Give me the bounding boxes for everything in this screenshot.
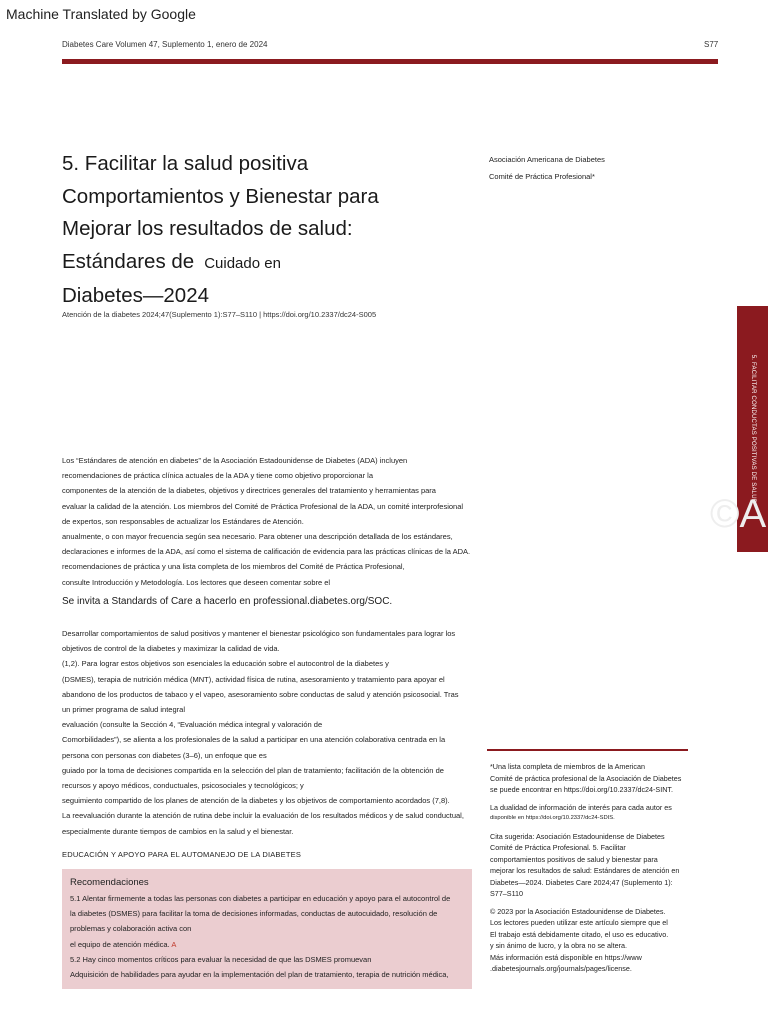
recommendations-list <box>70 891 450 982</box>
recommendation-text: el equipo de atención médica. <box>70 939 170 949</box>
title-line: Comportamientos y Bienestar para <box>62 184 379 208</box>
recommendation-line: 5.2 Hay cinco momentos críticos para evaluar la necesidad de que las DSMES promuevan <box>70 954 372 964</box>
recommendation-line: problemas y colaboración activa con <box>70 924 192 934</box>
text-line: evaluación (consulte la Sección 4, “Evaluación médica integral y valoración de <box>62 720 323 730</box>
text-line: objetivos de control de la diabetes y maximizar la calidad de vida. <box>62 644 280 654</box>
note-line: comportamientos positivos de salud y bienestar para <box>490 854 658 864</box>
note-line: se puede encontrar en https://doi.org/10.2337/dc24-SINT. <box>490 785 673 794</box>
note-line: *Una lista completa de miembros de la American <box>490 762 646 771</box>
note-line: y sin ánimo de lucro, y la obra no se altera. <box>490 941 628 950</box>
sidebar-rule <box>487 749 688 751</box>
journal-header: Diabetes Care Volumen 47, Suplemento 1, enero de 2024 <box>62 40 268 49</box>
title-fragment: Estándares de <box>62 249 195 273</box>
text-line: anualmente, o con mayor frecuencia según sea necesario. Para obtener una descripción detallada de los estándares, <box>62 532 453 542</box>
section-heading: EDUCACIÓN Y APOYO PARA EL AUTOMANEJO DE LA DIABETES <box>62 850 302 859</box>
title-line <box>62 246 442 281</box>
article-citation: Atención de la diabetes 2024;47(Suplemento 1):S77–S110 | https://doi.org/10.2337/dc24-S005 <box>62 310 377 319</box>
text-line: un primer programa de salud integral <box>62 705 185 715</box>
recommendations-title: Recomendaciones <box>70 877 149 888</box>
text-line: de expertos, son responsables de actualizar los Estándares de Atención. <box>62 516 304 526</box>
note-line: .diabetesjournals.org/journals/pages/license. <box>490 964 632 973</box>
title-line: Mejorar los resultados de salud: <box>62 217 353 240</box>
text-line: (DSMES), terapia de nutrición médica (MNT), actividad física de rutina, asesoramiento y tratamiento para apoyar el <box>62 674 445 684</box>
side-tab-label: 5. FACILITAR CONDUCTAS POSITIVAS DE SALUD <box>749 354 756 504</box>
recommendations-box <box>62 869 472 989</box>
author-block <box>489 152 605 185</box>
text-line: La reevaluación durante la atención de rutina debe incluir la evaluación de los resultados médicos y de salud conductual, <box>62 811 464 821</box>
title-line: 5. Facilitar la salud positiva <box>62 152 309 175</box>
author-committee: Comité de Práctica Profesional* <box>489 171 595 181</box>
text-line: consulte Introducción y Metodología. Los lectores que deseen comentar sobre el <box>62 577 331 587</box>
copyright-note <box>490 906 681 975</box>
copyright-watermark: ©A <box>710 492 767 536</box>
text-line: (1,2). Para lograr estos objetivos son esenciales la educación sobre el autocontrol de la diabetes y <box>62 659 389 669</box>
recommendation-line: Adquisición de habilidades para ayudar en la implementación del plan de tratamiento, terapia de nutrición médica, <box>70 970 449 980</box>
text-line: recomendaciones de práctica clínica actuales de la ADA y tiene como objetivo proporcionar la <box>62 471 374 481</box>
note-line: El trabajo está debidamente citado, el uso es educativo. <box>490 929 669 939</box>
text-line: evaluar la calidad de la atención. Los miembros del Comité de Práctica Profesional de la ADA, un comité interprofesional <box>62 501 464 511</box>
text-line: componentes de la atención de la diabetes, objetivos y directrices generales del tratamiento y herramientas para <box>62 486 436 496</box>
text-line: Comorbilidades”), se alienta a los profesionales de la salud a participar en una atención colaborativa centrada en la <box>62 735 446 745</box>
suggested-citation <box>490 831 681 900</box>
note-line: mejorar los resultados de salud: Estándares de atención en <box>490 866 680 875</box>
note-line: Comité de práctica profesional de la Asociación de Diabetes <box>490 773 682 783</box>
body-paragraph <box>62 626 464 839</box>
page-number: S77 <box>704 40 719 49</box>
text-line: declaraciones e informes de la ADA, así como el sistema de calificación de evidencia para las prácticas clínicas de la ADA. <box>62 547 471 557</box>
text-line: persona con personas con diabetes (3–6), un enfoque que es <box>62 750 267 760</box>
note-line: Cita sugerida: Asociación Estadounidense de Diabetes <box>490 831 665 841</box>
title-line: Diabetes—2024 <box>62 284 210 307</box>
recommendation-line: 5.1 Alentar firmemente a todas las personas con diabetes a participar en educación y apoyo para el autocontrol de <box>70 894 451 903</box>
text-line: recursos y apoyo médicos, conductuales, psicosociales y tecnológicos; y <box>62 781 304 791</box>
text-line: Desarrollar comportamientos de salud positivos y mantener el bienestar psicológico son fundamentales para lograr los <box>62 629 456 638</box>
note-line: Los lectores pueden utilizar este artículo siempre que el <box>490 918 668 927</box>
title-fragment-small: Cuidado en <box>204 254 281 272</box>
note-line: Comité de Práctica Profesional. 5. Facilitar <box>490 843 626 852</box>
text-line: guiado por la toma de decisiones compartida en la selección del plan de tratamiento; facilitación de la obtención de <box>62 765 444 775</box>
recommendation-line <box>70 937 450 952</box>
note-line: © 2023 por la Asociación Estadounidense de Diabetes. <box>490 906 666 916</box>
duality-note <box>490 802 681 825</box>
evidence-grade-link[interactable]: A <box>171 939 177 949</box>
article-title <box>62 148 442 313</box>
text-line: especialmente durante tiempos de cambios en la salud y el bienestar. <box>62 826 294 836</box>
note-line: Diabetes—2024. Diabetes Care 2024;47 (Suplemento 1): <box>490 877 673 887</box>
sidebar-notes <box>490 761 681 981</box>
note-line: disponible en https://doi.org/10.2337/dc24-SDIS. <box>490 815 615 821</box>
members-note <box>490 761 681 796</box>
text-line: abandono de los productos de tabaco y el vapeo, asesoramiento sobre conductas de salud y atención psicosocial. Tras <box>62 689 459 699</box>
note-line: Más información está disponible en https://www <box>490 952 642 962</box>
text-line: recomendaciones de práctica y una lista completa de los miembros del Comité de Práctica Profesional, <box>62 562 405 572</box>
recommendation-line: la diabetes (DSMES) para facilitar la toma de decisiones informadas, conductas de autocuidado, resolución de <box>70 909 438 919</box>
note-line: S77–S110 <box>490 889 524 898</box>
author-organization: Asociación Americana de Diabetes <box>489 155 605 164</box>
note-line: La dualidad de información de interés para cada autor es <box>490 802 672 812</box>
machine-translated-banner: Machine Translated by Google <box>6 6 196 22</box>
header-rule <box>62 59 718 64</box>
soc-invitation: Se invita a Standards of Care a hacerlo en professional.diabetes.org/SOC. <box>62 596 393 607</box>
intro-paragraph <box>62 453 470 590</box>
text-line: seguimiento compartido de los planes de atención de la diabetes y los objetivos de comportamiento acordados (7,8). <box>62 796 450 806</box>
text-line: Los “Estándares de atención en diabetes” de la Asociación Estadounidense de Diabetes (ADA) incluyen <box>62 456 408 465</box>
